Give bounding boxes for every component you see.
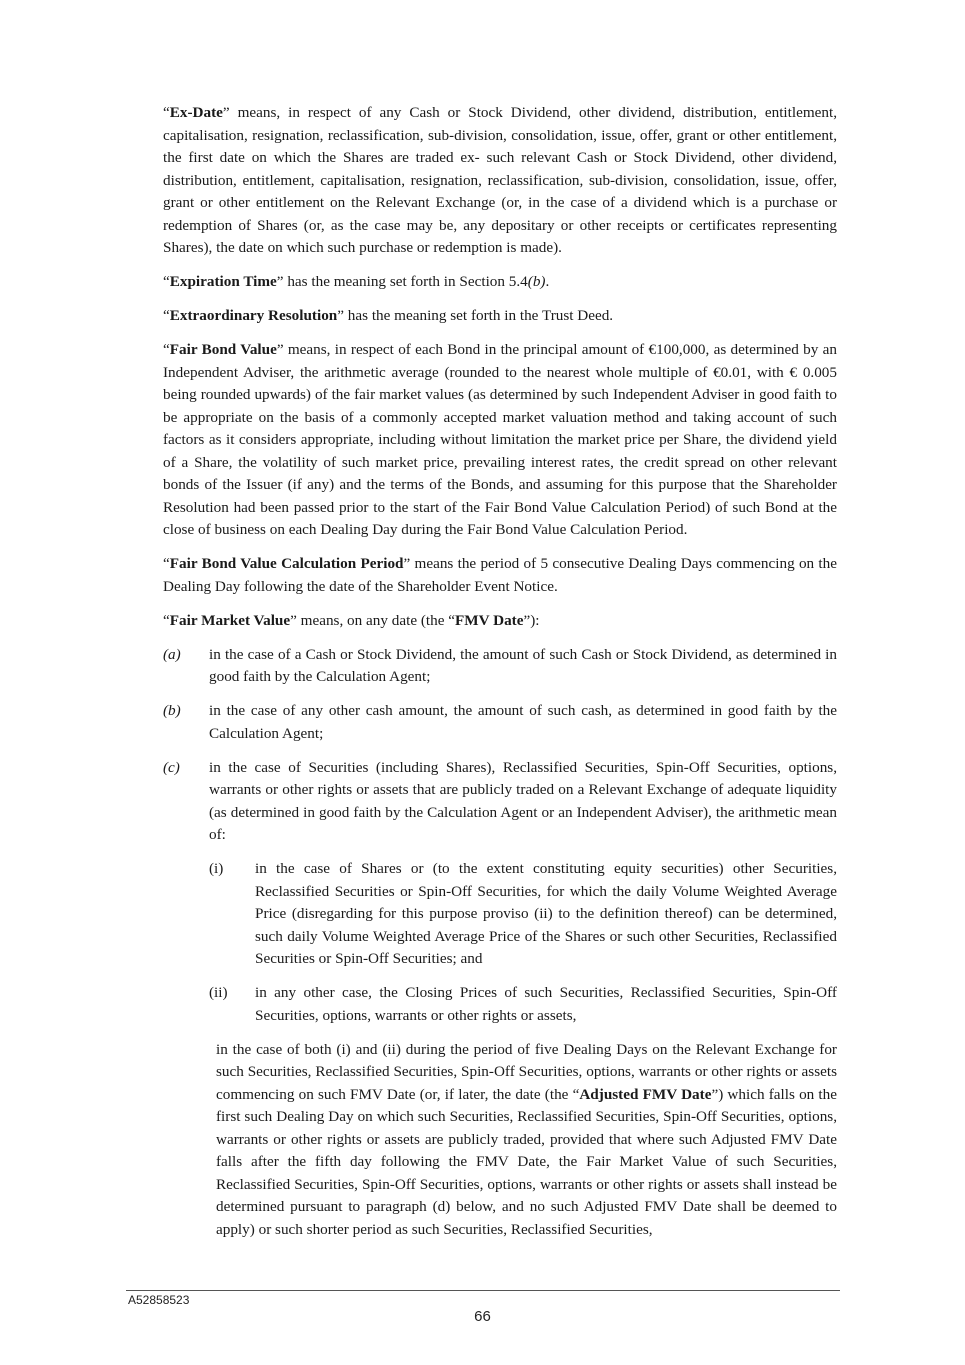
list-item bbox=[163, 644, 837, 689]
definition-fair-bond-value: “Fair Bond Value” means, in respect of each Bond in the principal amount of €100,000, as determined by an Independent Adviser, the arithmetic average (rounded to the nearest whole multiple of €0.01, with € 0.005 being rounded upwards) of the fair market values (as determined by such Independent Adviser in good faith to be appropriate on the basis of a commonly accepted market valuation method and taking account of such factors as it considers appropriate, including without limitation the market price per Share, the dividend yield of a Share, the volatility of such market price, prevailing interest rates, the credit spread on other relevant bonds of the Issuer (if any) and the terms of the Bonds, and assuming for this purpose that the Shareholder Resolution had been passed prior to the start of the Fair Bond Value Calculation Period) of such Bond at the close of business on each Dealing Day during the Fair Bond Value Calculation Period. bbox=[163, 341, 837, 538]
defined-term: Fair Market Value bbox=[169, 611, 291, 629]
section-reference: (b) bbox=[527, 273, 546, 290]
list-text: in the case of Securities (including Shares), Reclassified Securities, Spin-Off Securities, options, warrants or other rights or assets that are publicly traded on a Relevant Exchange of adequate liquidity (as determined in good faith by the Calculation Agent or an Independent Adviser), the arithmetic mean of: bbox=[209, 758, 837, 843]
sub-list-item bbox=[209, 858, 837, 971]
definition-ex-date: “Ex-Date” means, in respect of any Cash or Stock Dividend, other dividend, distribution, entitlement, capitalisation, resignation, reclassification, sub-division, consolidation, issue, offer, grant or other entitlement, the first date on which the Shares are traded ex- such relevant Cash or Stock Dividend, other dividend, distribution, entitlement, capitalisation, resignation, reclassification, sub-division, consolidation, issue, offer, grant or other entitlement on the Relevant Exchange (or, in the case of a dividend which is a purchase or redemption of Shares (or, as the case may be, any depositary or other receipts or certificates representing Shares), the date on which such purchase or redemption is made). bbox=[163, 104, 837, 256]
definition-expiration-time: “Expiration Time” has the meaning set forth in Section 5.4(b). bbox=[163, 273, 550, 290]
list-label: (a) bbox=[163, 645, 181, 663]
list-label: (c) bbox=[163, 758, 180, 776]
continuation-paragraph: in the case of both (i) and (ii) during the period of five Dealing Days on the Relevant Exchange for such Securities, Reclassified Securities, Spin-Off Securities, options, warrants or other rights or assets commencing on such FMV Date (or, if later, the date (the “Adjusted FMV Date”) which falls on the first such Dealing Day on which such Securities, Reclassified Securities, Spin-Off Securities, options, warrants or other rights or assets are publicly traded, provided that where such Adjusted FMV Date falls after the fifth day following the FMV Date, the Fair Market Value of such Securities, Reclassified Securities, Spin-Off Securities, options, warrants or other rights or assets shall instead be determined pursuant to paragraph (d) below, and no such Adjusted FMV Date shall be deemed to apply) or such shorter period as such Securities, Reclassified Securities, bbox=[216, 1040, 837, 1238]
definition-extraordinary-resolution: “Extraordinary Resolution” has the meaning set forth in the Trust Deed. bbox=[163, 307, 614, 324]
sub-list-label: (ii) bbox=[209, 984, 228, 1001]
list-label: (b) bbox=[163, 702, 181, 719]
sub-list-text: in any other case, the Closing Prices of such Securities, Reclassified Securities, Spin-Off Securities, options, warrants or other rights or assets, bbox=[255, 984, 837, 1024]
sub-list-item bbox=[209, 982, 837, 1027]
document-reference: A52858523 bbox=[128, 1293, 190, 1307]
definition-fair-market-value: “Fair Market Value” means, on any date (the “FMV Date”): bbox=[163, 611, 540, 629]
list-item bbox=[163, 757, 837, 847]
sub-list-text: in the case of Shares or (to the extent constituting equity securities) other Securities, Reclassified Securities or Spin-Off Securities, for which the daily Volume Weighted Average Price (disregarding for this purpose proviso (ii) to the definition thereof) can be determined, such daily Volume Weighted Average Price of the Shares or such other Securities, Reclassified Securities or Spin-Off Securities; and bbox=[255, 860, 837, 967]
list-item bbox=[163, 700, 837, 745]
defined-term: Adjusted FMV Date bbox=[579, 1085, 712, 1103]
document-body bbox=[163, 102, 837, 1241]
definition-fair-bond-value-period: “Fair Bond Value Calculation Period” means the period of 5 consecutive Dealing Days commencing on the Dealing Day following the date of the Shareholder Event Notice. bbox=[163, 555, 837, 595]
defined-term: Fair Bond Value Calculation Period bbox=[169, 555, 404, 572]
defined-term: Ex-Date bbox=[169, 104, 223, 121]
defined-term: Expiration Time bbox=[169, 273, 277, 290]
footer-divider bbox=[126, 1290, 840, 1291]
page-number: 66 bbox=[474, 1308, 491, 1325]
list-text: in the case of a Cash or Stock Dividend, the amount of such Cash or Stock Dividend, as determined in good faith by the Calculation Agent; bbox=[209, 645, 837, 685]
defined-term: Extraordinary Resolution bbox=[169, 307, 338, 324]
list-text: in the case of any other cash amount, the amount of such cash, as determined in good faith by the Calculation Agent; bbox=[209, 702, 837, 742]
sub-list-label: (i) bbox=[209, 860, 224, 877]
defined-term: FMV Date bbox=[455, 611, 524, 629]
defined-term: Fair Bond Value bbox=[169, 341, 277, 358]
